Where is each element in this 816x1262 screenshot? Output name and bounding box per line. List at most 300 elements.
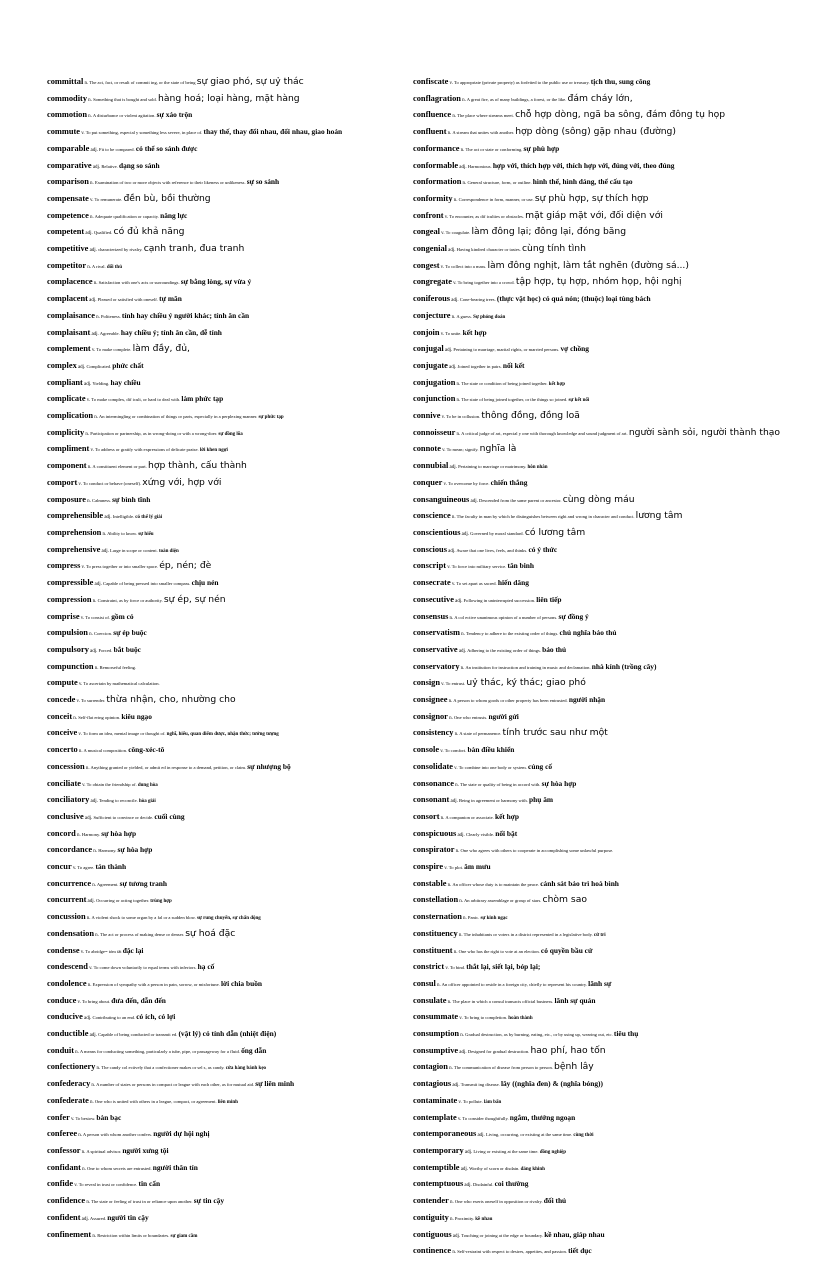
entry-translation: hòa giải [138, 799, 156, 805]
entry-headword: concordance [47, 845, 93, 855]
entry-definition: One who exerts oneself in opposition or rivalry. [454, 1199, 543, 1205]
entry-translation: đối thủ [106, 264, 122, 270]
entry-part-of-speech: adj. [90, 648, 98, 654]
dictionary-entry [47, 76, 407, 90]
entry-translation: cửa hàng bánh kẹo [225, 1066, 267, 1072]
dictionary-entry [47, 527, 407, 541]
entry-part-of-speech: n. [81, 1150, 86, 1155]
entry-definition: Disdainful. [472, 1182, 494, 1188]
entry-translation: tính trước sau như một [502, 727, 608, 739]
entry-headword: consonance [413, 778, 454, 788]
dictionary-entry [47, 911, 407, 925]
entry-translation: lương tâm [635, 510, 683, 522]
entry-part-of-speech: n. [456, 431, 461, 437]
entry-translation: lây ((nghĩa đen) & (nghĩa bóng)) [500, 1079, 603, 1089]
dictionary-entry [413, 761, 781, 775]
entry-translation: lời khen ngợi [199, 448, 228, 454]
entry-headword: consumption [413, 1029, 460, 1039]
entry-headword: congest [413, 260, 440, 270]
dictionary-entry [47, 276, 407, 290]
entry-definition: The faculty in man by which he distinguishes between right and wrong in character and conduct. [456, 514, 635, 520]
entry-translation: tính hay chiều ý người khác; tính ân cần [121, 310, 250, 320]
dictionary-entry [413, 694, 781, 708]
entry-definition: Tending to reconcile. [98, 798, 138, 804]
entry-translation: chỗ hợp dòng, ngã ba sông, đám đông tụ họp [515, 109, 726, 121]
entry-definition: General structure, form, or outline. [467, 180, 532, 186]
entry-part-of-speech: n. [87, 465, 92, 471]
entry-definition: Coercion. [94, 631, 113, 637]
dictionary-entry [413, 627, 781, 641]
dictionary-entry [47, 711, 407, 725]
dictionary-entry [47, 1078, 407, 1092]
entry-definition: To appropriate (private property) as forfeited to the public use or treasury. [454, 80, 590, 85]
entry-translation: cạnh tranh, đua tranh [143, 243, 245, 255]
entry-definition: To pollute. [462, 1098, 483, 1104]
entry-part-of-speech: adj. [104, 515, 112, 521]
entry-definition: Complicated. [86, 363, 112, 369]
entry-definition: The inhabitants or voters in a district represented in a legislative body. [463, 931, 593, 937]
dictionary-entry [413, 93, 781, 107]
entry-translation: kiêu ngạo [121, 711, 152, 721]
dictionary-entry [47, 1061, 407, 1075]
dictionary-entry [413, 661, 781, 675]
dictionary-entry [413, 160, 781, 174]
entry-translation: cùng tính tình [521, 243, 586, 255]
entry-definition: To make complex, dif icult, or hard to deal with. [91, 397, 181, 403]
dictionary-entry [47, 310, 407, 324]
entry-headword: conciliate [47, 778, 81, 788]
entry-translation: sự hoá đặc [185, 927, 236, 939]
entry-definition: To surrender. [81, 698, 106, 704]
entry-part-of-speech: adj. [92, 164, 101, 170]
entry-part-of-speech: n. [454, 732, 459, 738]
entry-headword: confectionery [47, 1062, 96, 1072]
dictionary-entry [47, 193, 407, 207]
entry-headword: coniferous [413, 294, 451, 304]
entry-definition: To encounter, as dif iculties or obstacles. [449, 213, 524, 219]
dictionary-entry [413, 427, 781, 441]
entry-part-of-speech: v. [441, 231, 445, 237]
dictionary-entry [47, 894, 407, 908]
entry-part-of-speech: v. [457, 1116, 462, 1122]
entry-part-of-speech: n. [449, 1066, 453, 1072]
entry-translation: có thể so sánh được [135, 143, 198, 153]
dictionary-entry [47, 627, 407, 641]
entry-part-of-speech: adj. [77, 364, 86, 370]
entry-translation: sự tin cậy [193, 1196, 225, 1206]
entry-headword: confinement [47, 1229, 92, 1239]
dictionary-entry [47, 327, 407, 341]
entry-part-of-speech: adj. [470, 498, 478, 504]
entry-definition: Gradual destruction, as by burning, eating, etc., or by using up, wearing out, etc. [465, 1032, 613, 1038]
entry-translation: cuối cùng [154, 811, 185, 821]
entry-part-of-speech: n. [78, 1133, 82, 1139]
entry-headword: consign [413, 678, 440, 688]
dictionary-entry [413, 995, 781, 1009]
entry-definition: A critical judge of art, especial y one with thorough knowledge and sound judgment of art. [461, 430, 628, 436]
entry-headword: constituency [413, 928, 458, 938]
entry-translation: liên minh [217, 1099, 238, 1105]
entry-translation: làm đông nghịt, làm tắt nghẽn (đường sá...) [487, 259, 689, 271]
entry-headword: conformation [413, 177, 462, 187]
entry-headword: conferee [47, 1129, 78, 1139]
entry-part-of-speech: adj. [444, 348, 453, 354]
entry-definition: Assured. [89, 1215, 107, 1221]
entry-translation: kề nhau, giáp nhau [544, 1229, 605, 1239]
entry-headword: comport [47, 477, 78, 487]
entry-headword: commute [47, 127, 81, 137]
entry-definition: To make complete. [96, 347, 132, 353]
entry-part-of-speech: adj. [451, 298, 459, 304]
entry-definition: To set apart as sacred. [456, 581, 497, 587]
dictionary-entry [47, 727, 407, 741]
dictionary-entry [47, 1229, 407, 1243]
dictionary-entry [47, 210, 407, 224]
entry-definition: Capable of being pressed into smaller compass. [103, 581, 191, 587]
entry-headword: consul [413, 978, 436, 988]
entry-headword: conciliatory [47, 795, 90, 805]
entry-definition: The candy col ectively that a confectioner makes or sel s, as candy. [101, 1065, 225, 1071]
entry-definition: A number of states or persons in compact or league with each other, as for mutual aid. [96, 1082, 255, 1088]
entry-headword: complicity [47, 427, 85, 437]
entry-definition: Pleased or satisfied with oneself. [97, 297, 158, 303]
dictionary-entry [413, 1112, 781, 1126]
entry-definition: Agreeable. [99, 330, 120, 336]
dictionary-entry [413, 544, 781, 558]
entry-part-of-speech: n. [452, 114, 457, 120]
entry-part-of-speech: n. [449, 1216, 454, 1222]
entry-part-of-speech: n. [459, 899, 464, 905]
entry-definition: The place where streams meet. [457, 113, 514, 119]
entry-headword: conservative [413, 644, 458, 654]
entry-definition: Restriction within limits or boundaries. [97, 1232, 170, 1238]
entry-part-of-speech: n. [449, 615, 454, 621]
entry-part-of-speech: v. [440, 331, 445, 337]
dictionary-entry [413, 560, 781, 574]
entry-part-of-speech: v. [442, 448, 446, 454]
left-column [47, 76, 407, 1245]
entry-definition: Cone-bearing trees. [459, 297, 496, 303]
entry-part-of-speech: v. [81, 565, 85, 571]
entry-translation: nghĩa là [479, 443, 517, 455]
entry-definition: A musical composition. [83, 748, 128, 754]
entry-definition: To be in collusion. [446, 414, 481, 420]
entry-part-of-speech: n. [453, 949, 458, 955]
entry-headword: conducive [47, 1012, 83, 1022]
entry-definition: One to whom secrets are entrusted. [87, 1165, 152, 1171]
dictionary-entry [413, 243, 781, 257]
entry-part-of-speech: v. [89, 966, 93, 972]
entry-headword: concerto [47, 745, 78, 755]
entry-part-of-speech: v. [459, 1016, 463, 1022]
dictionary-entry [413, 1028, 781, 1042]
entry-definition: Yielding. [92, 380, 110, 386]
entry-definition: To agree. [77, 865, 95, 871]
dictionary-entry [47, 176, 407, 190]
entry-translation: Sự phỏng đoán [473, 314, 506, 320]
entry-definition: The state or quality of being in accord with. [459, 781, 541, 787]
entry-headword: conjugate [413, 360, 448, 370]
entry-part-of-speech: adj. [449, 465, 457, 471]
entry-part-of-speech: v. [80, 615, 85, 621]
entry-definition: Living or existing at the same time. [473, 1149, 539, 1154]
entry-definition: Adhering to the existing order of things. [467, 647, 541, 653]
entry-definition: The act, fact, or result of commit ing, or the state of being [89, 80, 196, 85]
entry-part-of-speech: adj. [90, 799, 98, 805]
entry-translation: kết hợp [548, 381, 565, 387]
entry-headword: compulsion [47, 628, 88, 638]
entry-definition: Something that is bought and sold. [93, 96, 157, 102]
entry-definition: To press together or into smaller space. [86, 564, 159, 570]
entry-part-of-speech: n. [85, 431, 90, 437]
entry-translation: sự đồng ý [558, 611, 589, 621]
entry-definition: Having kindred character or tastes. [456, 247, 521, 253]
dictionary-entry [47, 477, 407, 491]
entry-headword: confront [413, 210, 444, 220]
entry-part-of-speech: n. [92, 1233, 97, 1239]
entry-headword: component [47, 461, 87, 471]
entry-translation: sự giam cầm [170, 1233, 198, 1239]
dictionary-entry [413, 844, 781, 858]
entry-definition: To plot. [448, 865, 463, 871]
entry-definition: A spiritual advisor. [86, 1149, 122, 1154]
dictionary-entry [413, 894, 781, 908]
entry-definition: Politeness. [100, 313, 121, 319]
dictionary-entry [47, 577, 407, 591]
entry-part-of-speech: v. [72, 866, 77, 872]
entry-part-of-speech: v. [444, 866, 448, 872]
entry-headword: composure [47, 494, 86, 504]
dictionary-entry [413, 1195, 781, 1209]
entry-definition: Self-restraint with respect to desires, appetites, and passion. [457, 1249, 567, 1255]
entry-translation: hay chiều [110, 377, 141, 387]
dictionary-entry [47, 1145, 407, 1159]
entry-headword: concurrent [47, 895, 87, 905]
dictionary-entry [413, 293, 781, 307]
entry-translation: năng lực [160, 210, 188, 220]
dictionary-entry [47, 594, 407, 608]
entry-definition: A guess. [456, 313, 472, 319]
dictionary-entry [47, 343, 407, 357]
dictionary-entry [47, 126, 407, 140]
entry-translation: sự nhượng bộ [247, 761, 291, 771]
dictionary-entry [413, 527, 781, 541]
entry-part-of-speech: adj. [461, 531, 469, 537]
dictionary-entry [47, 160, 407, 174]
entry-part-of-speech: n. [462, 181, 467, 187]
entry-translation: chủ nghĩa bảo thủ [559, 628, 617, 638]
entry-definition: To address or gratify with expressions of delicate praise. [95, 447, 199, 453]
entry-definition: A rival. [91, 263, 106, 269]
dictionary-entry [47, 377, 407, 391]
entry-definition: To bring together into a crowd. [457, 280, 515, 286]
dictionary-entry [47, 861, 407, 875]
entry-definition: An officer appointed to reside in a foreign city, chiefly to represent his country. [441, 981, 588, 987]
entry-headword: competent [47, 227, 85, 237]
entry-definition: Being in agreement or harmony with. [458, 798, 528, 804]
entry-definition: To force into military service. [451, 564, 507, 570]
entry-definition: The state or feeling of trust in or reliance upon another. [91, 1199, 193, 1205]
entry-headword: conscript [413, 561, 447, 571]
entry-part-of-speech: adj. [89, 1033, 97, 1039]
dictionary-entry [413, 109, 781, 123]
entry-translation: thừa nhận, cho, nhường cho [106, 694, 236, 706]
dictionary-entry [47, 1162, 407, 1176]
dictionary-entry [47, 293, 407, 307]
entry-headword: confident [47, 1212, 81, 1222]
entry-part-of-speech: n. [94, 415, 98, 421]
entry-translation: dạng so sánh [118, 160, 160, 170]
entry-translation: hiến dâng [497, 578, 529, 588]
entry-part-of-speech: n. [93, 281, 98, 287]
entry-headword: console [413, 745, 440, 755]
entry-headword: competitive [47, 244, 89, 254]
entry-headword: condense [47, 945, 80, 955]
entry-headword: contemplate [413, 1112, 457, 1122]
entry-part-of-speech: n. [90, 181, 94, 187]
entry-definition: Fit to be compared. [99, 146, 135, 152]
entry-translation: người dự hội nghị [153, 1129, 210, 1139]
entry-translation: hạ cố [197, 962, 215, 972]
dictionary-entry [47, 360, 407, 374]
dictionary-entry [413, 778, 781, 792]
entry-definition: To conduct or behave (oneself). [82, 480, 142, 486]
entry-headword: conclusive [47, 811, 84, 821]
entry-part-of-speech: adj. [101, 548, 109, 554]
entry-translation: sự kết nối [568, 398, 590, 404]
entry-translation: bệnh lây [554, 1061, 594, 1073]
dictionary-entry [413, 744, 781, 758]
dictionary-entry [47, 260, 407, 274]
entry-definition: A means for conducting something, particularly a tube, pipe, or passageway for a fluid. [79, 1048, 240, 1054]
entry-part-of-speech: n. [89, 632, 93, 638]
entry-translation: dung hòa [137, 782, 158, 788]
dictionary-entry [47, 995, 407, 1009]
entry-translation: sự hòa hợp [101, 828, 137, 838]
dictionary-entry [413, 961, 781, 975]
entry-part-of-speech: adj. [81, 1216, 90, 1222]
dictionary-entry [47, 828, 407, 842]
entry-translation: có đủ khả năng [113, 226, 185, 238]
entry-translation: cử tri [593, 932, 606, 938]
entry-headword: compensate [47, 193, 89, 203]
dictionary-entry [47, 794, 407, 808]
dictionary-entry [47, 677, 407, 691]
entry-translation: sự phù hợp [523, 143, 560, 153]
entry-definition: To consider thoughtfully. [462, 1115, 509, 1121]
entry-definition: Contributing to an end. [92, 1015, 136, 1021]
entry-definition: A stream that unites with another. [452, 130, 515, 136]
entry-translation: tự mãn [159, 294, 182, 304]
entry-part-of-speech: adj. [94, 582, 102, 588]
entry-part-of-speech: v. [78, 481, 82, 487]
entry-headword: conjoin [413, 327, 440, 337]
entry-part-of-speech: n. [460, 147, 465, 153]
entry-definition: Harmony. [98, 848, 117, 854]
entry-translation: chịu nén [191, 578, 219, 588]
entry-headword: connoisseur [413, 427, 456, 437]
dictionary-entry [413, 1212, 781, 1226]
entry-part-of-speech: adj. [448, 548, 456, 554]
entry-translation: sự giao phó, sự uỷ thác [196, 76, 304, 87]
entry-definition: Qualified. [93, 230, 113, 236]
dictionary-entry [47, 1178, 407, 1192]
entry-headword: consort [413, 811, 440, 821]
entry-part-of-speech: v. [81, 131, 85, 137]
entry-translation: hàng hoá; loại hàng, mặt hàng [158, 92, 300, 104]
entry-part-of-speech: adj. [85, 231, 93, 237]
entry-definition: A constituent element or part. [92, 464, 147, 470]
entry-translation: chiến thắng [490, 477, 528, 487]
dictionary-entry [413, 1229, 781, 1243]
entry-definition: To come down voluntarily to equal terms with inferiors. [93, 965, 197, 971]
dictionary-entry [47, 811, 407, 825]
entry-translation: tiết dục [568, 1246, 592, 1256]
dictionary-entry [47, 427, 407, 441]
dictionary-entry [47, 844, 407, 858]
dictionary-entry [47, 226, 407, 240]
entry-definition: Touching or joining at the edge or boundary. [461, 1232, 544, 1238]
entry-definition: Satisfaction with one's acts or surroundings. [98, 280, 180, 286]
entry-headword: consumptive [413, 1045, 459, 1055]
entry-definition: To entrust. [445, 681, 466, 687]
entry-part-of-speech: v. [441, 682, 445, 688]
entry-definition: An institution for instruction and training in music and declamation. [465, 664, 591, 670]
entry-translation: (vật lý) có tính dẫn (nhiệt điện) [178, 1029, 277, 1039]
entry-headword: consternation [413, 912, 462, 922]
entry-part-of-speech: v. [445, 966, 449, 972]
dictionary-entry [47, 1112, 407, 1126]
dictionary-entry [47, 1128, 407, 1142]
entry-part-of-speech: n. [82, 1166, 86, 1172]
entry-part-of-speech: n. [91, 1083, 96, 1089]
entry-translation: người nhận [568, 695, 606, 705]
dictionary-entry [47, 778, 407, 792]
entry-definition: Proximity. [454, 1215, 475, 1221]
entry-headword: compulsory [47, 644, 89, 654]
entry-definition: Tendency to adhere to the existing order of things. [465, 631, 559, 637]
entry-translation: kết hợp [462, 327, 487, 337]
entry-translation: hợp thành, cấu thành [148, 460, 247, 472]
entry-headword: contiguous [413, 1229, 452, 1239]
entry-translation: tin cẩn [138, 1179, 161, 1189]
entry-headword: compress [47, 561, 81, 571]
entry-headword: complement [47, 344, 91, 354]
dictionary-entry [413, 1061, 781, 1075]
entry-headword: competitor [47, 260, 87, 270]
entry-part-of-speech: adj. [464, 1183, 472, 1189]
entry-part-of-speech: adj. [464, 1150, 473, 1155]
entry-part-of-speech: n. [436, 982, 441, 988]
dictionary-entry [47, 393, 407, 407]
entry-part-of-speech: adj. [449, 364, 457, 370]
entry-part-of-speech: adj. [89, 248, 97, 254]
entry-definition: The place in which a consul transacts official business. [452, 998, 554, 1004]
dictionary-entry [413, 644, 781, 658]
entry-part-of-speech: adj. [90, 147, 98, 153]
entry-part-of-speech: n. [456, 381, 461, 387]
entry-translation: bảo thủ [542, 644, 567, 654]
entry-definition: One who is united with others in a league, compact, or agreement. [94, 1098, 217, 1104]
right-column [413, 76, 781, 1262]
entry-headword: contiguity [413, 1212, 449, 1222]
dictionary-entry [47, 560, 407, 574]
entry-translation: xứng với, hợp với [142, 476, 222, 488]
entry-translation: uỷ thác, ký thác; giao phó [466, 677, 586, 689]
entry-headword: complication [47, 411, 94, 421]
entry-headword: comprise [47, 611, 80, 621]
entry-headword: consignee [413, 695, 448, 705]
